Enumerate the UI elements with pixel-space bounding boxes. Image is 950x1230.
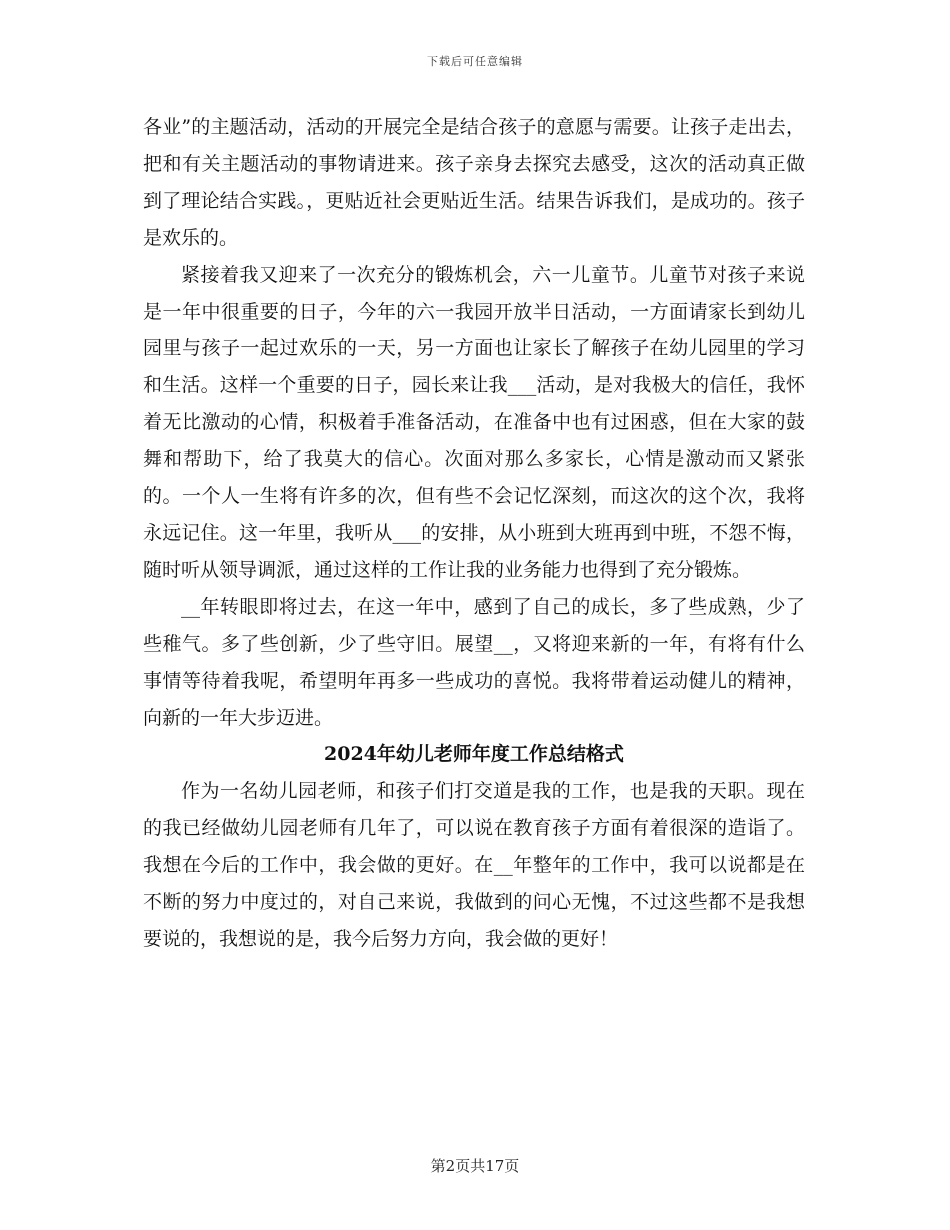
paragraph-childrens-day: 紧接着我又迎来了一次充分的锻炼机会，六一儿童节。儿童节对孩子来说是一年中很重要的日子，今年的六一我园开放半日活动，一方面请家长到幼儿园里与孩子一起过欢乐的一天，另一方面也让家长了解孩子在幼儿园里的学习和生活。这样一个重要的日子，园长来让我___活动，是对我极大的信任，我怀着无比激动的心情，积极着手准备活动，在准备中也有过困惑，但在大家的鼓舞和帮助下，给了我莫大的信心。次面对那么多家长，心情是激动而又紧张的。一个人一生将有许多的次，但有些不会记忆深刻，而这次的这个次，我将永远记住。这一年里，我听从___的安排，从小班到大班再到中班，不怨不悔，随时听从领导调派，通过这样的工作让我的业务能力也得到了充分锻炼。: [143, 263, 805, 581]
page-number: 第2页共17页: [430, 1157, 520, 1175]
document-body: [143, 109, 805, 958]
section-title: 2024年幼儿老师年度工作总结格式: [324, 743, 624, 766]
paragraph-section-intro: 作为一名幼儿园老师，和孩子们打交道是我的工作，也是我的天职。现在的我已经做幼儿园老师有几年了，可以说在教育孩子方面有着很深的造诣了。我想在今后的工作中，我会做的更好。在__年整年的工作中，我可以说都是在不断的努力中度过的，对自己来说，我做到的问心无愧，不过这些都不是我想要说的，我想说的是，我今后努力方向，我会做的更好！: [143, 780, 805, 950]
paragraph-continued: 各业”的主题活动，活动的开展完全是结合孩子的意愿与需要。让孩子走出去，把和有关主题活动的事物请进来。孩子亲身去探究去感受，这次的活动真正做到了理论结合实践。，更贴近社会更贴近生活。结果告诉我们，是成功的。孩子是欢乐的。: [143, 116, 805, 249]
paragraph-year-review: __年转眼即将过去，在这一年中，感到了自己的成长，多了些成熟，少了些稚气。多了些创新，少了些守旧。展望__，又将迎来新的一年，有将有什么事情等待着我呢，希望明年再多一些成功的喜悦。我将带着运动健儿的精神，向新的一年大步迈进。: [143, 595, 805, 729]
header-note: 下载后可任意编辑: [427, 55, 523, 68]
